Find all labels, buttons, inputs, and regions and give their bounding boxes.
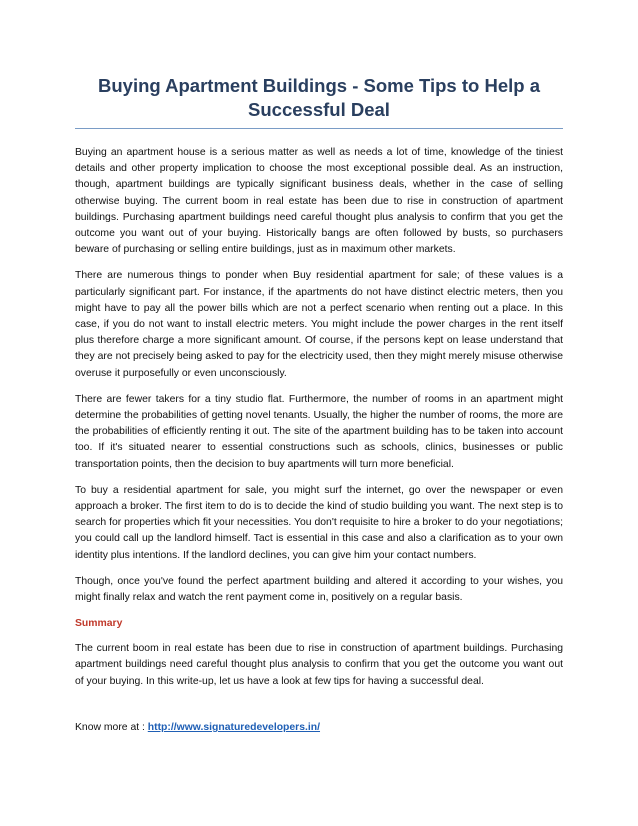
title-divider: [75, 128, 563, 129]
body-paragraph-4: To buy a residential apartment for sale, you might surf the internet, go over the newspaper or even approach a broker. The first item to do is to decide the kind of studio building you want. The next step is to search for properties which fit your necessities. You don't requisite to hire a broker to do your negotiations; you could call up the landlord himself. Tact is essential in this case and also a clarification as to your own identity plus intentions. If the landlord declines, you can give him your contact numbers.: [75, 484, 563, 561]
know-more-line: [75, 720, 563, 736]
body-paragraph-3: There are fewer takers for a tiny studio flat. Furthermore, the number of rooms in an apartment might determine the probabilities of getting novel tenants. Usually, the higher the number of rooms, the more are the probabilities of efficiently renting it out. The site of the apartment building has to be taken into account too. If it's situated nearer to essential constructions such as schools, clinics, businesses or public transportation points, then the decision to buy apartments will turn more beneficial.: [75, 393, 563, 470]
body-paragraph-5: Though, once you've found the perfect apartment building and altered it according to your wishes, you might finally relax and watch the rent payment come in, positively on a regular basis.: [75, 575, 563, 604]
know-more-label: Know more at :: [75, 721, 148, 733]
document-page: [75, 74, 563, 736]
summary-paragraph: The current boom in real estate has been due to rise in construction of apartment buildings. Purchasing apartment buildings need careful thought plus analysis to confirm that you get the outcome you want out of your buying. In this write-up, let us have a look at few tips for having a successful deal.: [75, 643, 563, 687]
website-link[interactable]: http://www.signaturedevelopers.in/: [147, 721, 321, 733]
page-title: Buying Apartment Buildings - Some Tips to Help a Successful Deal: [98, 75, 540, 120]
summary-heading: Summary: [75, 618, 123, 630]
body-paragraph-1: Buying an apartment house is a serious matter as well as needs a lot of time, knowledge of the tiniest details and other property implication to choose the most exceptional possible deal. As an instruction, though, apartment buildings are typically significant business deals, whether in the case of selling otherwise buying. The current boom in real estate has been due to rise in construction of apartment buildings. Purchasing apartment buildings need careful thought plus analysis to confirm that you get the outcome you want out of your buying. Historically bangs are often followed by busts, so purchasers beware of purchasing or selling entire buildings, just as in maximum other markets.: [75, 147, 563, 256]
body-paragraph-2: There are numerous things to ponder when Buy residential apartment for sale; of these values is a particularly significant part. For instance, if the apartments do not have distinct electric meters, then you might have to pay all the power bills which are not a perfect scenario when renting out a place. In this case, if you do not want to install electric meters. You might include the power charges in the rent itself plus therefore charge a more significant amount. Of course, if the persons kept on lease understand that they are not precisely being asked to pay for the electricity used, then they might merely misuse otherwise overuse it purposefully or even unconsciously.: [75, 270, 563, 379]
